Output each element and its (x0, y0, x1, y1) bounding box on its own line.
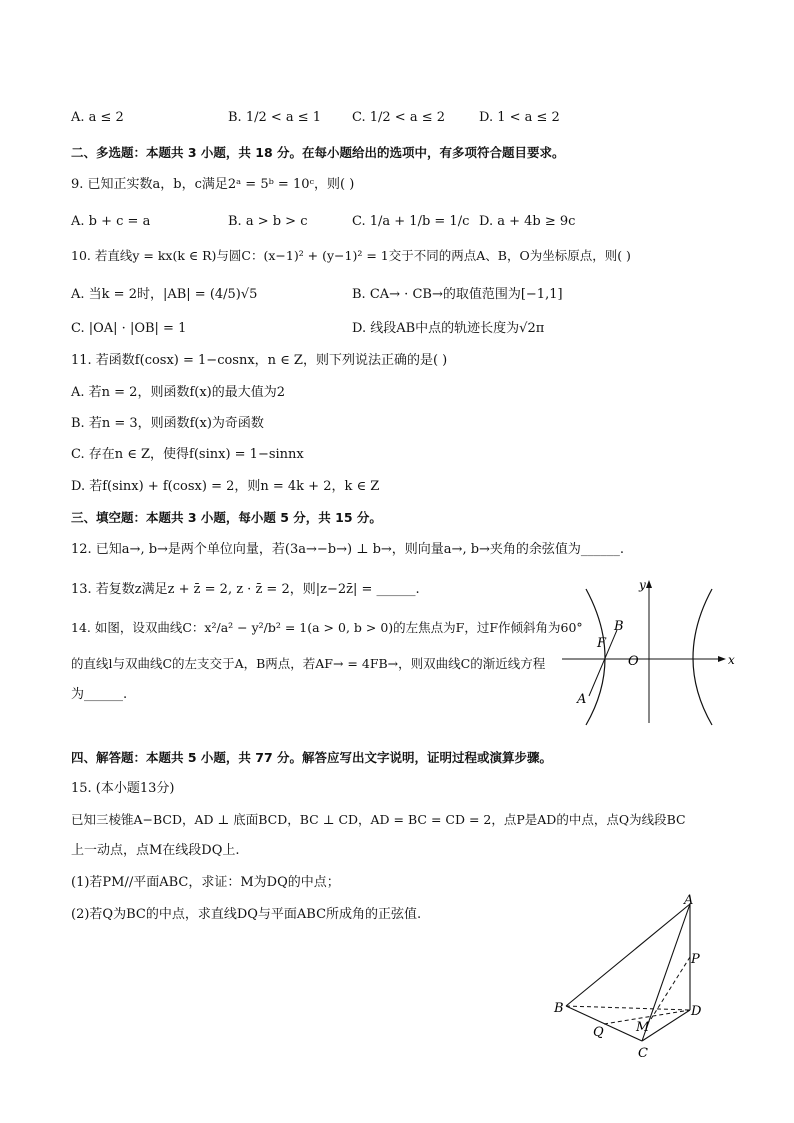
q15-part-2: (2)若Q为BC的中点，求直线DQ与平面ABC所成角的正弦值. (71, 907, 422, 922)
q14-line-1: 14. 如图，设双曲线C：x²/a² − y²/b² = 1(a > 0, b > 0)的左焦点为F，过F作倾斜角为60° (71, 620, 583, 635)
q10-option-c: C. |OA| · |OB| = 1 (71, 321, 187, 336)
y-axis-arrow (646, 580, 652, 588)
q8-option-a: A. a ≤ 2 (71, 110, 124, 125)
label-c: C (638, 1046, 648, 1061)
q10-option-b: B. CA→ · CB→的取值范围为[−1,1] (352, 287, 563, 302)
edge-ab (566, 904, 690, 1006)
q12-text: 12. 已知a→, b→是两个单位向量，若(3a→−b→) ⊥ b→，则向量a→, b→夹角的余弦值为______. (71, 542, 625, 557)
label-p: P (691, 952, 700, 967)
q11-option-b: B. 若n = 3，则函数f(x)为奇函数 (71, 416, 264, 431)
section-2-heading: 二、多选题：本题共 3 小题，共 18 分。在每小题给出的选项中，有多项符合题目要求。 (71, 145, 565, 160)
q9-option-c: C. 1/a + 1/b = 1/c (352, 214, 470, 229)
q14-line-2: 的直线l与双曲线C的左支交于A，B两点，若AF→ = 4FB→，则双曲线C的渐近线方程 (71, 656, 546, 671)
q10-option-d: D. 线段AB中点的轨迹长度为√2π (352, 321, 545, 336)
label-m: M (636, 1020, 650, 1035)
x-axis-arrow (718, 656, 726, 662)
segment-pm (651, 957, 690, 1019)
q14-line-3: 为______. (71, 687, 128, 702)
q9-option-d: D. a + 4b ≥ 9c (479, 214, 576, 229)
q9-option-a: A. b + c = a (71, 214, 151, 229)
q15-line-1: 已知三棱锥A−BCD，AD ⊥ 底面BCD，BC ⊥ CD，AD = BC = CD = 2，点P是AD的中点，点Q为线段BC (71, 812, 686, 827)
hyperbola-right-branch (693, 589, 712, 725)
q8-option-d: D. 1 < a ≤ 2 (479, 110, 560, 125)
label-d: D (691, 1004, 702, 1019)
q15-heading: 15. (本小题13分) (71, 781, 175, 796)
q10-option-a: A. 当k = 2时，|AB| = (4/5)√5 (71, 287, 258, 302)
q15-part-1: (1)若PM//平面ABC，求证：M为DQ的中点； (71, 875, 340, 890)
label-x: x (728, 653, 735, 667)
label-b: B (554, 1001, 564, 1016)
pyramid-figure (548, 893, 718, 1063)
q9-stem: 9. 已知正实数a，b，c满足2ᵃ = 5ᵇ = 10ᶜ，则( ) (71, 177, 355, 192)
label-a: A (577, 692, 587, 707)
label-o: O (628, 654, 639, 669)
label-b: B (614, 619, 624, 634)
label-f: F (597, 636, 607, 651)
label-a: A (684, 893, 694, 908)
q11-option-a: A. 若n = 2，则函数f(x)的最大值为2 (71, 385, 286, 400)
q10-stem: 10. 若直线y = kx(k ∈ R)与圆C：(x−1)² + (y−1)² = 1交于不同的两点A、B，O为坐标原点，则( ) (71, 248, 631, 263)
label-q: Q (593, 1025, 604, 1040)
q13-text: 13. 若复数z满足z + z̄ = 2, z · z̄ = 2，则|z−2z̄| = ______. (71, 582, 420, 597)
q8-option-b: B. 1/2 < a ≤ 1 (228, 110, 322, 125)
section-3-heading: 三、填空题：本题共 3 小题，每小题 5 分，共 15 分。 (71, 510, 382, 525)
q9-option-b: B. a > b > c (228, 214, 308, 229)
q11-stem: 11. 若函数f(cosx) = 1−cosnx，n ∈ Z，则下列说法正确的是( ) (71, 353, 448, 368)
q8-option-c: C. 1/2 < a ≤ 2 (352, 110, 446, 125)
edge-bd (566, 1006, 690, 1010)
q11-option-d: D. 若f(sinx) + f(cosx) = 2，则n = 4k + 2，k ∈ Z (71, 479, 380, 494)
section-4-heading: 四、解答题：本题共 5 小题，共 77 分。解答应写出文字说明，证明过程或演算步骤。 (71, 750, 553, 765)
label-y: y (639, 578, 646, 592)
q11-option-c: C. 存在n ∈ Z，使得f(sinx) = 1−sinnx (71, 447, 304, 462)
q15-line-2: 上一动点，点M在线段DQ上. (71, 843, 240, 858)
hyperbola-figure (560, 575, 735, 730)
hyperbola-left-branch (586, 589, 605, 725)
